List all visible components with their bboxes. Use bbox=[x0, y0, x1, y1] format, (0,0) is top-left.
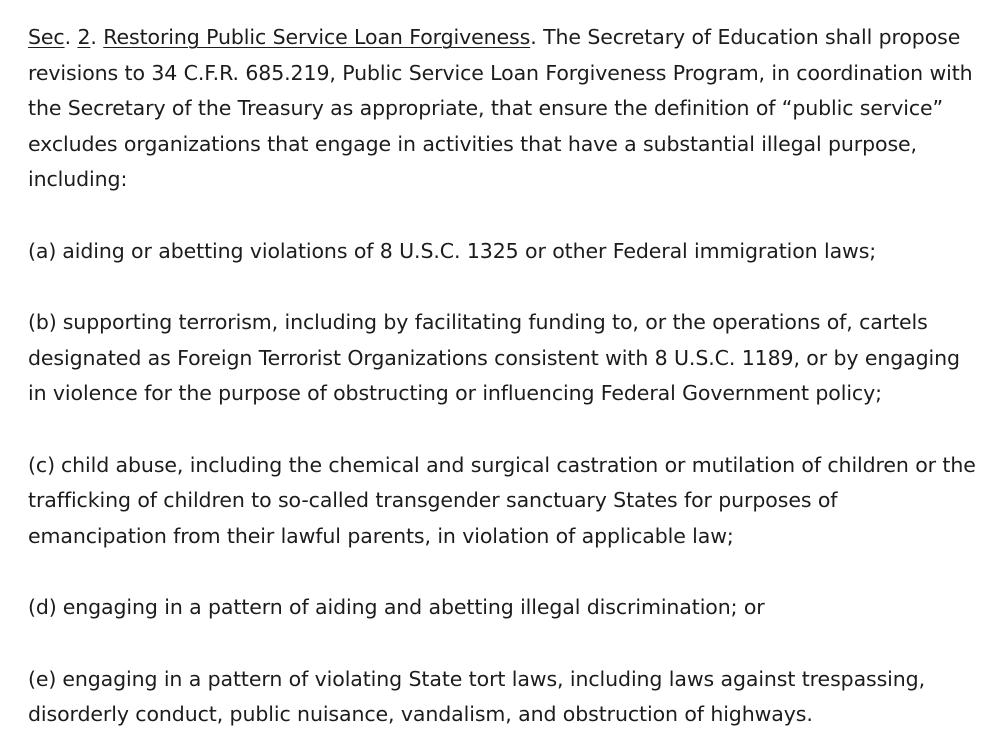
section-label: Sec bbox=[28, 25, 65, 49]
clause-d bbox=[28, 590, 982, 626]
clause-a bbox=[28, 234, 982, 270]
clause-text: child abuse, including the chemical and surgical castration or mutilation of children or the trafficking of children to so-called transgender sanctuary States for purposes of emancipation from their lawful parents, in violation of applicable law; bbox=[28, 452, 976, 548]
clause-marker: (b) bbox=[28, 310, 57, 334]
section-intro: The Secretary of Education shall propose revisions to 34 C.F.R. 685.219, Public Service Loan Forgiveness Program, in coordination with the Secretary of the Treasury as appropriate, that ensure the definition of “public service” excludes organizations that engage in activities that have a substantial illegal purpose, including: bbox=[28, 25, 973, 191]
clause-marker: (d) bbox=[28, 595, 57, 619]
clause-marker: (c) bbox=[28, 452, 55, 477]
clause-text: supporting terrorism, including by facilitating funding to, or the operations of, cartels designated as Foreign Terrorist Organizations consistent with 8 U.S.C. 1189, or by engaging in violence for the purpose of obstructing or influencing Federal Government policy; bbox=[28, 310, 960, 405]
clause-text: aiding or abetting violations of 8 U.S.C. 1325 or other Federal immigration laws; bbox=[62, 238, 877, 263]
clause-text: engaging in a pattern of violating State tort laws, including laws against trespassing, disorderly conduct, public nuisance, vandalism, and obstruction of highways. bbox=[28, 666, 926, 726]
clause-marker: (e) bbox=[28, 666, 57, 691]
section-number: 2 bbox=[77, 25, 91, 49]
section-heading: Restoring Public Service Loan Forgiveness bbox=[103, 25, 531, 49]
clause-c bbox=[28, 448, 982, 555]
clause-e bbox=[28, 662, 982, 733]
clause-text: engaging in a pattern of aiding and abetting illegal discrimination; or bbox=[62, 595, 765, 619]
clause-marker: (a) bbox=[28, 238, 57, 263]
clause-b bbox=[28, 305, 982, 412]
section-paragraph: Sec. 2. Restoring Public Service Loan Forgiveness. The Secretary of Education shall propose revisions to 34 C.F.R. 685.219, Public Service Loan Forgiveness Program, in coordination with the Secretary of the Treasury as appropriate, that ensure the definition of “public service” excludes organizations that engage in activities that have a substantial illegal purpose, including: bbox=[28, 25, 973, 191]
